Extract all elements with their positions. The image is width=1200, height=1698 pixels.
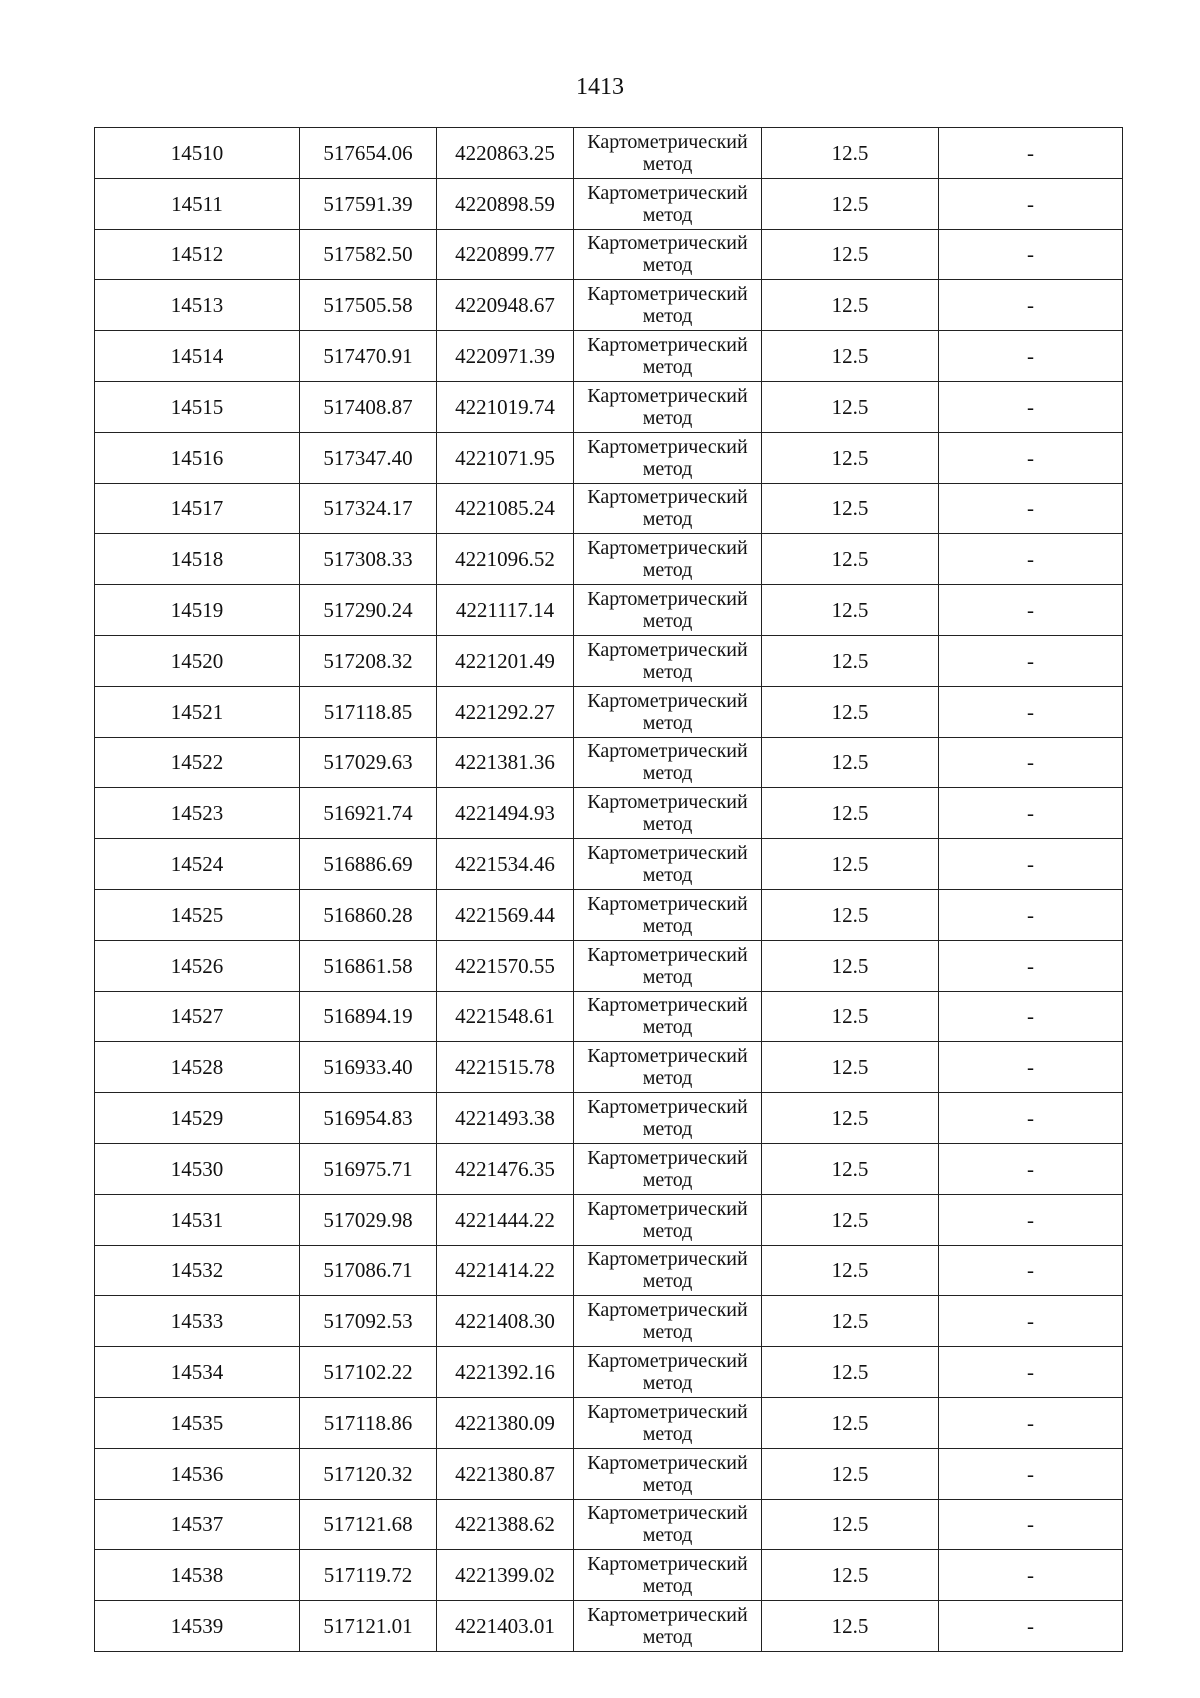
method-line-1: Картометрический: [587, 1502, 748, 1525]
accuracy-cell: 12.5: [762, 889, 939, 940]
note-cell: -: [939, 635, 1123, 686]
y-coordinate-cell: 4220863.25: [437, 128, 574, 179]
method-line-2: метод: [642, 813, 693, 836]
table-row: [95, 178, 1123, 229]
method-line-2: метод: [642, 508, 693, 531]
table-row: [95, 381, 1123, 432]
method-line-1: Картометрический: [587, 943, 748, 966]
x-coordinate-cell: 516860.28: [300, 889, 437, 940]
method-line-2: метод: [642, 1626, 693, 1648]
x-coordinate-cell: 517591.39: [300, 178, 437, 229]
method-line-1: Картометрический: [587, 588, 748, 611]
method-line-1: Картометрический: [587, 283, 748, 306]
x-coordinate-cell: 517029.98: [300, 1194, 437, 1245]
point-number-cell: 14524: [95, 839, 300, 890]
x-coordinate-cell: 516933.40: [300, 1042, 437, 1093]
accuracy-cell: 12.5: [762, 178, 939, 229]
method-line-2: метод: [642, 864, 693, 887]
y-coordinate-cell: 4221019.74: [437, 381, 574, 432]
point-number-cell: 14527: [95, 991, 300, 1042]
y-coordinate-cell: 4221476.35: [437, 1143, 574, 1194]
method-line-1: Картометрический: [587, 791, 748, 814]
x-coordinate-cell: 516894.19: [300, 991, 437, 1042]
x-coordinate-cell: 517092.53: [300, 1296, 437, 1347]
method-line-1: Картометрический: [587, 1146, 748, 1169]
x-coordinate-cell: 517347.40: [300, 432, 437, 483]
note-cell: -: [939, 331, 1123, 382]
method-line-2: метод: [642, 1016, 693, 1039]
method-cell: [574, 1093, 762, 1144]
table-row: [95, 940, 1123, 991]
table-body: [95, 128, 1123, 1652]
method-cell: [574, 1042, 762, 1093]
x-coordinate-cell: 517121.01: [300, 1601, 437, 1652]
note-cell: -: [939, 889, 1123, 940]
x-coordinate-cell: 517654.06: [300, 128, 437, 179]
method-cell: [574, 585, 762, 636]
method-line-2: метод: [642, 559, 693, 582]
method-line-2: метод: [642, 203, 693, 226]
method-cell: [574, 1347, 762, 1398]
note-cell: -: [939, 432, 1123, 483]
table-row: [95, 1093, 1123, 1144]
method-cell: [574, 635, 762, 686]
table-row: [95, 534, 1123, 585]
method-line-2: метод: [642, 610, 693, 633]
method-line-2: метод: [642, 1372, 693, 1395]
method-line-2: метод: [642, 1321, 693, 1344]
accuracy-cell: 12.5: [762, 1448, 939, 1499]
method-line-2: метод: [642, 1168, 693, 1191]
point-number-cell: 14530: [95, 1143, 300, 1194]
y-coordinate-cell: 4221071.95: [437, 432, 574, 483]
y-coordinate-cell: 4221096.52: [437, 534, 574, 585]
note-cell: -: [939, 737, 1123, 788]
method-cell: [574, 1550, 762, 1601]
y-coordinate-cell: 4221085.24: [437, 483, 574, 534]
method-cell: [574, 991, 762, 1042]
y-coordinate-cell: 4221403.01: [437, 1601, 574, 1652]
method-cell: [574, 229, 762, 280]
y-coordinate-cell: 4221548.61: [437, 991, 574, 1042]
note-cell: -: [939, 1397, 1123, 1448]
method-line-1: Картометрический: [587, 334, 748, 357]
point-number-cell: 14534: [95, 1347, 300, 1398]
point-number-cell: 14539: [95, 1601, 300, 1652]
method-cell: [574, 1499, 762, 1550]
note-cell: -: [939, 585, 1123, 636]
x-coordinate-cell: 517208.32: [300, 635, 437, 686]
y-coordinate-cell: 4221414.22: [437, 1245, 574, 1296]
table-row: [95, 128, 1123, 179]
note-cell: -: [939, 534, 1123, 585]
x-coordinate-cell: 517118.86: [300, 1397, 437, 1448]
table-row: [95, 737, 1123, 788]
note-cell: -: [939, 178, 1123, 229]
method-line-1: Картометрический: [587, 130, 748, 153]
method-cell: [574, 128, 762, 179]
method-cell: [574, 1397, 762, 1448]
accuracy-cell: 12.5: [762, 229, 939, 280]
x-coordinate-cell: 517118.85: [300, 686, 437, 737]
method-cell: [574, 432, 762, 483]
method-line-1: Картометрический: [587, 1553, 748, 1576]
table-row: [95, 1550, 1123, 1601]
y-coordinate-cell: 4221493.38: [437, 1093, 574, 1144]
x-coordinate-cell: 517582.50: [300, 229, 437, 280]
point-number-cell: 14519: [95, 585, 300, 636]
method-line-1: Картометрический: [587, 892, 748, 915]
accuracy-cell: 12.5: [762, 1397, 939, 1448]
note-cell: -: [939, 788, 1123, 839]
accuracy-cell: 12.5: [762, 1550, 939, 1601]
note-cell: -: [939, 381, 1123, 432]
accuracy-cell: 12.5: [762, 788, 939, 839]
method-cell: [574, 178, 762, 229]
method-line-2: метод: [642, 356, 693, 379]
point-number-cell: 14511: [95, 178, 300, 229]
x-coordinate-cell: 517029.63: [300, 737, 437, 788]
accuracy-cell: 12.5: [762, 1296, 939, 1347]
method-cell: [574, 686, 762, 737]
method-cell: [574, 1194, 762, 1245]
point-number-cell: 14532: [95, 1245, 300, 1296]
x-coordinate-cell: 517121.68: [300, 1499, 437, 1550]
method-line-1: Картометрический: [587, 1350, 748, 1373]
method-line-2: метод: [642, 1524, 693, 1547]
note-cell: -: [939, 1448, 1123, 1499]
accuracy-cell: 12.5: [762, 280, 939, 331]
method-line-2: метод: [642, 660, 693, 683]
accuracy-cell: 12.5: [762, 686, 939, 737]
point-number-cell: 14525: [95, 889, 300, 940]
table-row: [95, 991, 1123, 1042]
table-row: [95, 229, 1123, 280]
point-number-cell: 14522: [95, 737, 300, 788]
method-line-1: Картометрический: [587, 384, 748, 407]
method-line-2: метод: [642, 914, 693, 937]
point-number-cell: 14514: [95, 331, 300, 382]
note-cell: -: [939, 1601, 1123, 1652]
note-cell: -: [939, 1042, 1123, 1093]
method-line-1: Картометрический: [587, 842, 748, 865]
accuracy-cell: 12.5: [762, 635, 939, 686]
point-number-cell: 14537: [95, 1499, 300, 1550]
method-line-2: метод: [642, 1473, 693, 1496]
y-coordinate-cell: 4221380.09: [437, 1397, 574, 1448]
coordinates-table: [94, 127, 1123, 1652]
x-coordinate-cell: 516975.71: [300, 1143, 437, 1194]
table-row: [95, 1397, 1123, 1448]
point-number-cell: 14536: [95, 1448, 300, 1499]
method-line-2: метод: [642, 1270, 693, 1293]
method-line-2: метод: [642, 711, 693, 734]
method-line-1: Картометрический: [587, 232, 748, 255]
y-coordinate-cell: 4221201.49: [437, 635, 574, 686]
method-line-1: Картометрический: [587, 638, 748, 661]
note-cell: -: [939, 991, 1123, 1042]
method-line-1: Картометрический: [587, 689, 748, 712]
accuracy-cell: 12.5: [762, 1499, 939, 1550]
method-line-2: метод: [642, 1422, 693, 1445]
method-cell: [574, 889, 762, 940]
method-line-1: Картометрический: [587, 994, 748, 1017]
method-line-1: Картометрический: [587, 1045, 748, 1068]
table-row: [95, 839, 1123, 890]
y-coordinate-cell: 4220971.39: [437, 331, 574, 382]
method-line-1: Картометрический: [587, 435, 748, 458]
note-cell: -: [939, 839, 1123, 890]
table-row: [95, 1448, 1123, 1499]
note-cell: -: [939, 1143, 1123, 1194]
page-number: 1413: [576, 74, 624, 100]
method-line-2: метод: [642, 152, 693, 175]
point-number-cell: 14510: [95, 128, 300, 179]
method-line-1: Картометрический: [587, 740, 748, 763]
x-coordinate-cell: 516954.83: [300, 1093, 437, 1144]
y-coordinate-cell: 4220899.77: [437, 229, 574, 280]
accuracy-cell: 12.5: [762, 1194, 939, 1245]
x-coordinate-cell: 517290.24: [300, 585, 437, 636]
point-number-cell: 14521: [95, 686, 300, 737]
y-coordinate-cell: 4221399.02: [437, 1550, 574, 1601]
accuracy-cell: 12.5: [762, 737, 939, 788]
y-coordinate-cell: 4221380.87: [437, 1448, 574, 1499]
method-line-2: метод: [642, 1219, 693, 1242]
point-number-cell: 14523: [95, 788, 300, 839]
accuracy-cell: 12.5: [762, 128, 939, 179]
point-number-cell: 14520: [95, 635, 300, 686]
x-coordinate-cell: 516921.74: [300, 788, 437, 839]
point-number-cell: 14531: [95, 1194, 300, 1245]
note-cell: -: [939, 1550, 1123, 1601]
x-coordinate-cell: 517308.33: [300, 534, 437, 585]
y-coordinate-cell: 4221381.36: [437, 737, 574, 788]
method-cell: [574, 1296, 762, 1347]
x-coordinate-cell: 517120.32: [300, 1448, 437, 1499]
table-row: [95, 686, 1123, 737]
y-coordinate-cell: 4220948.67: [437, 280, 574, 331]
point-number-cell: 14516: [95, 432, 300, 483]
method-line-1: Картометрический: [587, 1096, 748, 1119]
accuracy-cell: 12.5: [762, 331, 939, 382]
point-number-cell: 14513: [95, 280, 300, 331]
table-row: [95, 788, 1123, 839]
table-row: [95, 1042, 1123, 1093]
point-number-cell: 14529: [95, 1093, 300, 1144]
x-coordinate-cell: 517470.91: [300, 331, 437, 382]
method-cell: [574, 280, 762, 331]
y-coordinate-cell: 4220898.59: [437, 178, 574, 229]
accuracy-cell: 12.5: [762, 839, 939, 890]
accuracy-cell: 12.5: [762, 534, 939, 585]
method-cell: [574, 483, 762, 534]
point-number-cell: 14512: [95, 229, 300, 280]
table-row: [95, 331, 1123, 382]
x-coordinate-cell: 517102.22: [300, 1347, 437, 1398]
method-line-1: Картометрический: [587, 1451, 748, 1474]
accuracy-cell: 12.5: [762, 1042, 939, 1093]
method-cell: [574, 1245, 762, 1296]
table-row: [95, 1296, 1123, 1347]
method-cell: [574, 839, 762, 890]
method-cell: [574, 331, 762, 382]
table-row: [95, 483, 1123, 534]
table-row: [95, 1245, 1123, 1296]
note-cell: -: [939, 1296, 1123, 1347]
note-cell: -: [939, 229, 1123, 280]
accuracy-cell: 12.5: [762, 432, 939, 483]
accuracy-cell: 12.5: [762, 1245, 939, 1296]
accuracy-cell: 12.5: [762, 483, 939, 534]
accuracy-cell: 12.5: [762, 1601, 939, 1652]
y-coordinate-cell: 4221515.78: [437, 1042, 574, 1093]
note-cell: -: [939, 280, 1123, 331]
x-coordinate-cell: 517086.71: [300, 1245, 437, 1296]
point-number-cell: 14515: [95, 381, 300, 432]
method-line-2: метод: [642, 1067, 693, 1090]
method-cell: [574, 737, 762, 788]
method-line-1: Картометрический: [587, 1604, 748, 1626]
y-coordinate-cell: 4221292.27: [437, 686, 574, 737]
method-line-1: Картометрический: [587, 1197, 748, 1220]
method-line-1: Картометрический: [587, 1299, 748, 1322]
method-cell: [574, 940, 762, 991]
table-row: [95, 1347, 1123, 1398]
y-coordinate-cell: 4221569.44: [437, 889, 574, 940]
point-number-cell: 14526: [95, 940, 300, 991]
note-cell: -: [939, 1499, 1123, 1550]
y-coordinate-cell: 4221388.62: [437, 1499, 574, 1550]
note-cell: -: [939, 940, 1123, 991]
y-coordinate-cell: 4221117.14: [437, 585, 574, 636]
method-line-2: метод: [642, 305, 693, 328]
table-row: [95, 635, 1123, 686]
method-cell: [574, 1448, 762, 1499]
y-coordinate-cell: 4221408.30: [437, 1296, 574, 1347]
method-cell: [574, 1601, 762, 1652]
point-number-cell: 14538: [95, 1550, 300, 1601]
table-row: [95, 432, 1123, 483]
table-row: [95, 280, 1123, 331]
note-cell: -: [939, 1093, 1123, 1144]
point-number-cell: 14533: [95, 1296, 300, 1347]
point-number-cell: 14518: [95, 534, 300, 585]
point-number-cell: 14535: [95, 1397, 300, 1448]
accuracy-cell: 12.5: [762, 381, 939, 432]
method-line-2: метод: [642, 1575, 693, 1598]
method-cell: [574, 1143, 762, 1194]
method-line-2: метод: [642, 1118, 693, 1141]
x-coordinate-cell: 517505.58: [300, 280, 437, 331]
table-row: [95, 1194, 1123, 1245]
accuracy-cell: 12.5: [762, 1093, 939, 1144]
method-line-2: метод: [642, 457, 693, 480]
note-cell: -: [939, 686, 1123, 737]
method-line-1: Картометрический: [587, 181, 748, 204]
method-cell: [574, 788, 762, 839]
y-coordinate-cell: 4221444.22: [437, 1194, 574, 1245]
method-line-2: метод: [642, 965, 693, 988]
y-coordinate-cell: 4221534.46: [437, 839, 574, 890]
table-row: [95, 1143, 1123, 1194]
note-cell: -: [939, 1347, 1123, 1398]
accuracy-cell: 12.5: [762, 940, 939, 991]
accuracy-cell: 12.5: [762, 1347, 939, 1398]
point-number-cell: 14517: [95, 483, 300, 534]
accuracy-cell: 12.5: [762, 991, 939, 1042]
note-cell: -: [939, 1194, 1123, 1245]
y-coordinate-cell: 4221392.16: [437, 1347, 574, 1398]
x-coordinate-cell: 517119.72: [300, 1550, 437, 1601]
note-cell: -: [939, 483, 1123, 534]
table-row: [95, 889, 1123, 940]
table-row: [95, 1499, 1123, 1550]
method-line-2: метод: [642, 762, 693, 785]
method-line-1: Картометрический: [587, 1248, 748, 1271]
method-line-2: метод: [642, 254, 693, 277]
method-cell: [574, 381, 762, 432]
x-coordinate-cell: 516861.58: [300, 940, 437, 991]
method-line-1: Картометрический: [587, 486, 748, 509]
table-row: [95, 1601, 1123, 1652]
method-cell: [574, 534, 762, 585]
method-line-2: метод: [642, 406, 693, 429]
x-coordinate-cell: 517408.87: [300, 381, 437, 432]
point-number-cell: 14528: [95, 1042, 300, 1093]
method-line-1: Картометрический: [587, 537, 748, 560]
note-cell: -: [939, 128, 1123, 179]
accuracy-cell: 12.5: [762, 1143, 939, 1194]
y-coordinate-cell: 4221494.93: [437, 788, 574, 839]
x-coordinate-cell: 517324.17: [300, 483, 437, 534]
y-coordinate-cell: 4221570.55: [437, 940, 574, 991]
x-coordinate-cell: 516886.69: [300, 839, 437, 890]
table-row: [95, 585, 1123, 636]
accuracy-cell: 12.5: [762, 585, 939, 636]
method-line-1: Картометрический: [587, 1400, 748, 1423]
note-cell: -: [939, 1245, 1123, 1296]
